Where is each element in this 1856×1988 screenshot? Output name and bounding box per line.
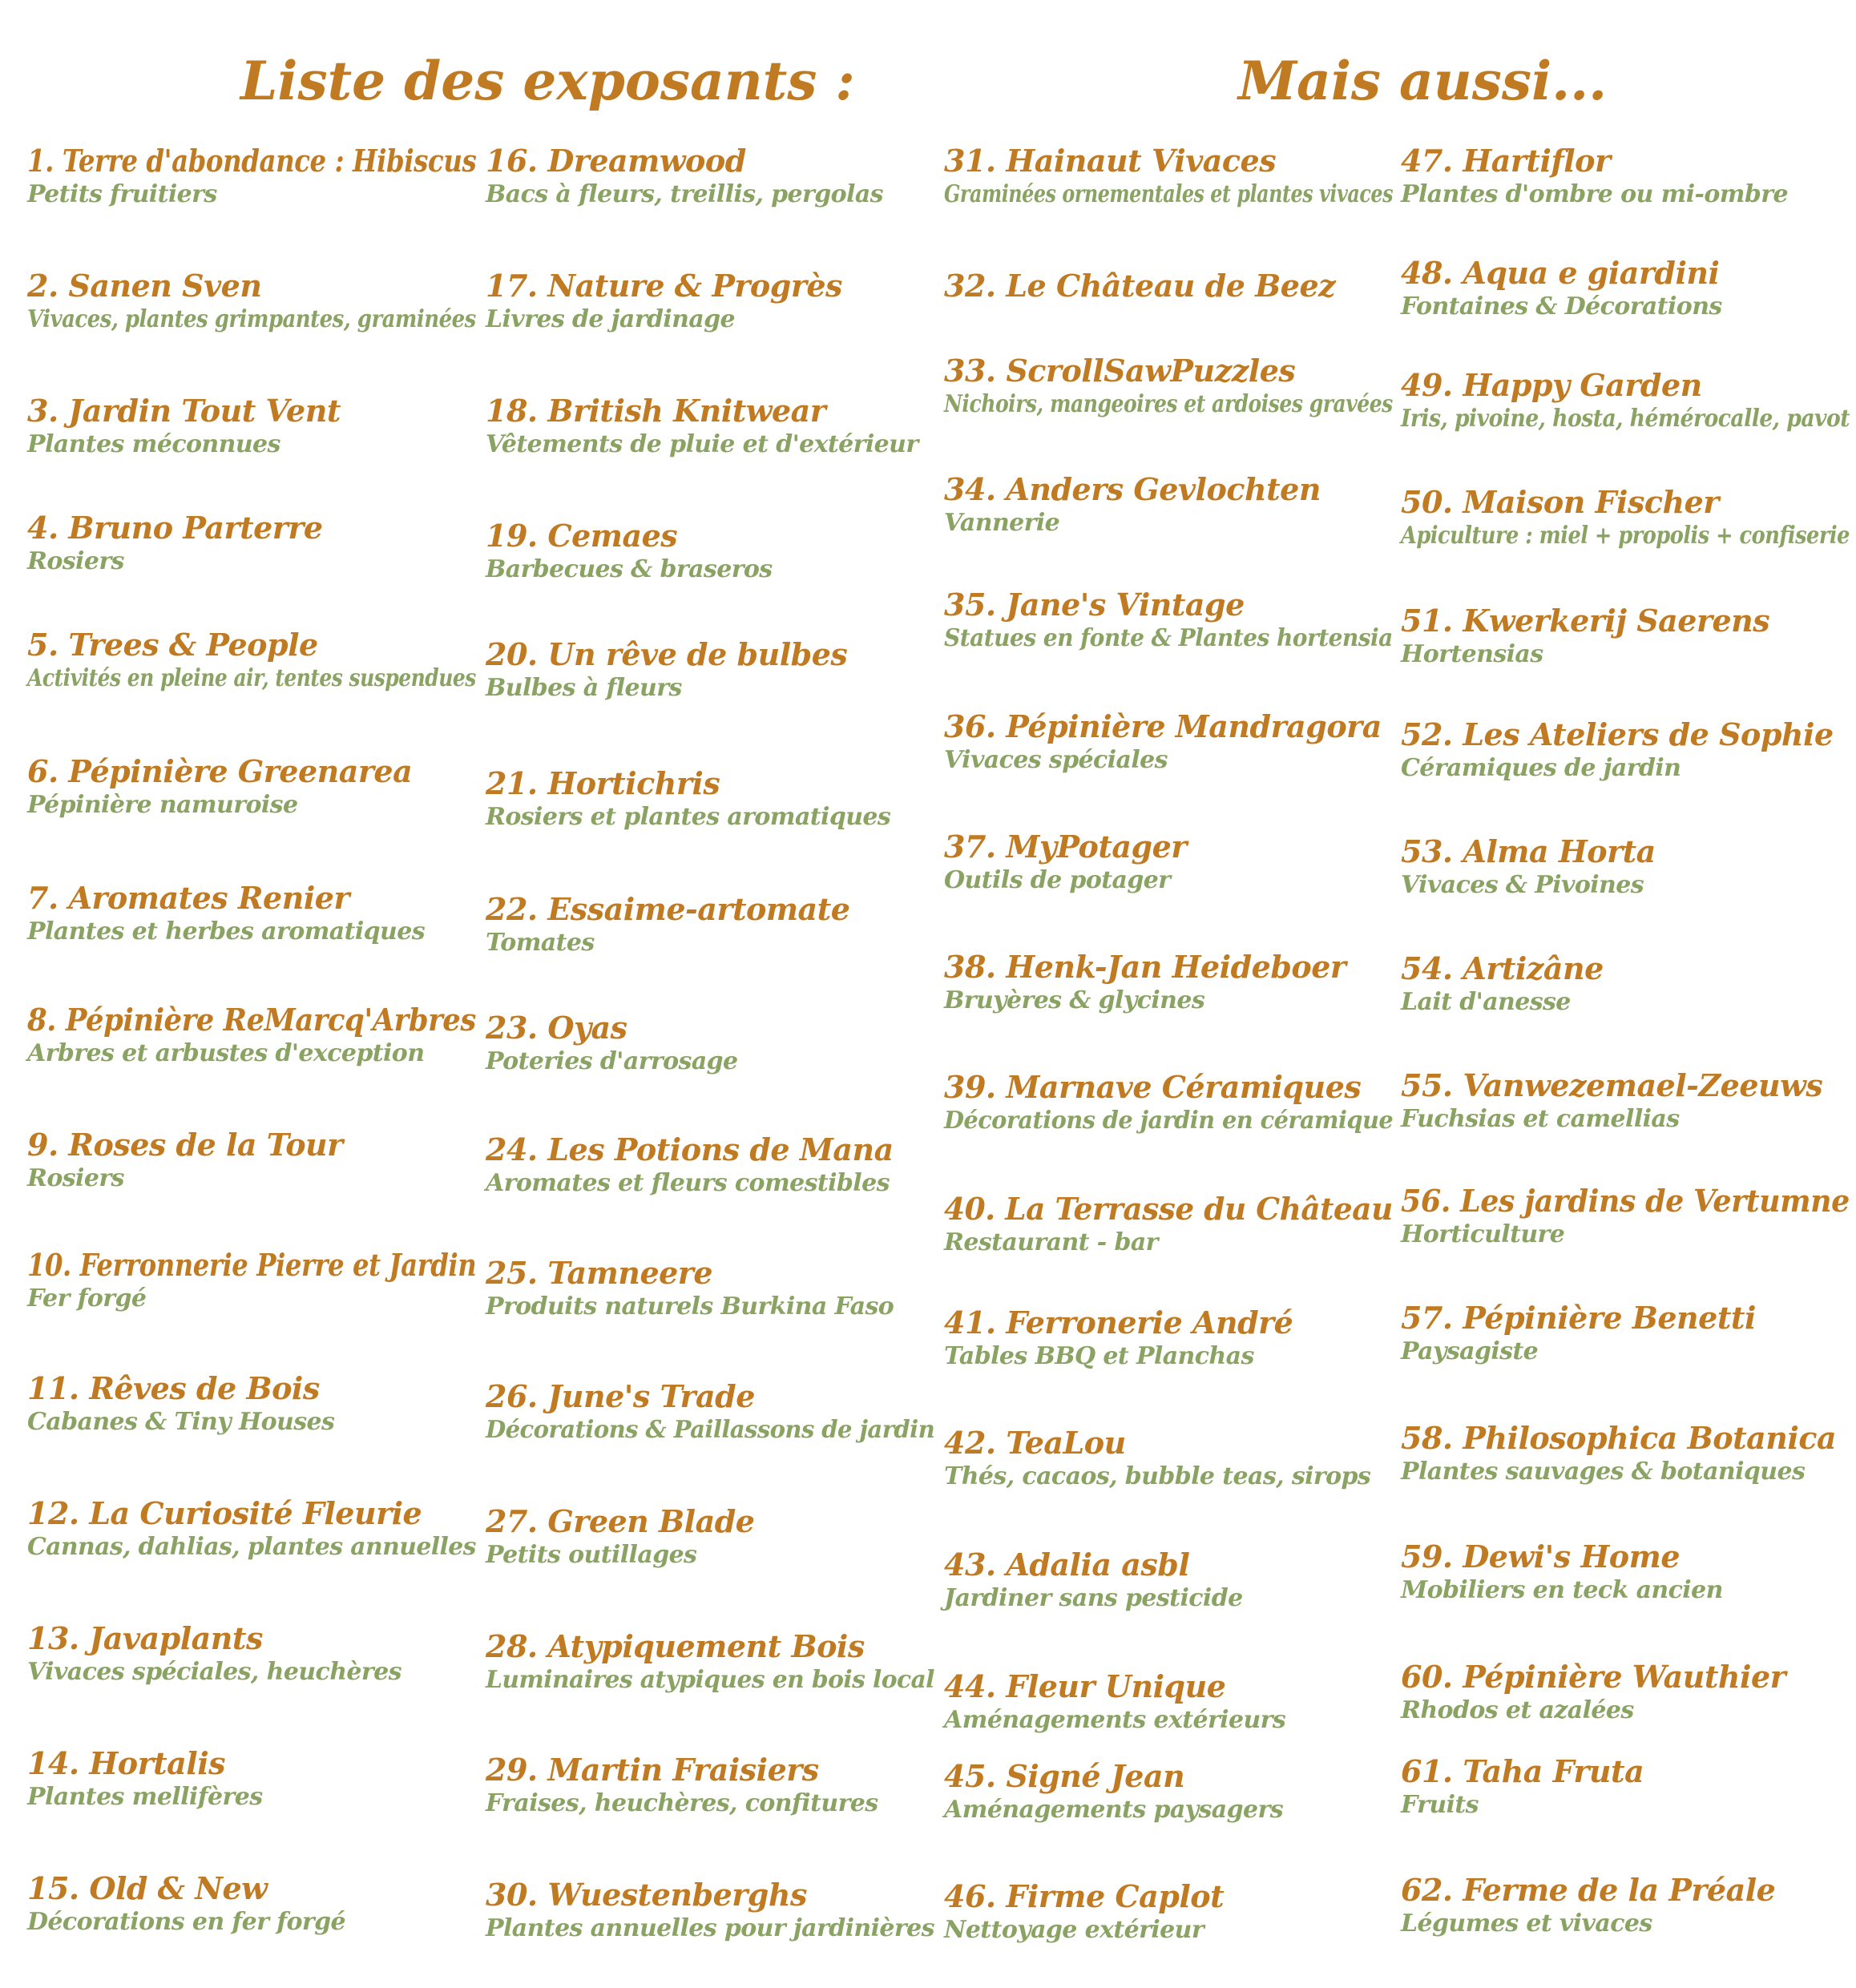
exhibitor-entry [1401, 1872, 1775, 1939]
exhibitor-description: Arbres et arbustes d'exception [27, 1039, 425, 1067]
exhibitor-entry [1401, 1538, 1723, 1606]
exhibitor-description: Poteries d'arrosage [486, 1047, 738, 1075]
exhibitor-entry [27, 1870, 345, 1938]
heading-exhibitors: Liste des exposants : [240, 50, 855, 112]
exhibitor-name: 17. Nature & Progrès [486, 268, 842, 304]
exhibitor-name: 57. Pépinière Benetti [1401, 1300, 1756, 1336]
exhibitor-name: 20. Un rêve de bulbes [486, 636, 848, 672]
exhibitor-description: Plantes et herbes aromatiques [27, 917, 426, 946]
exhibitor-entry [27, 1247, 556, 1314]
exhibitor-description: Iris, pivoine, hosta, hémérocalle, pavot [1401, 405, 1850, 433]
exhibitor-name: 43. Adalia asbl [944, 1546, 1190, 1583]
exhibitor-name: 44. Fleur Unique [944, 1668, 1226, 1704]
exhibitor-entry [1401, 833, 1656, 901]
exhibitor-name: 39. Marnave Céramiques [944, 1069, 1362, 1105]
exhibitor-name: 41. Ferronerie André [944, 1304, 1293, 1341]
exhibitor-name: 19. Cemaes [486, 518, 678, 554]
exhibitor-name: 25. Tamneere [486, 1255, 712, 1291]
exhibitor-entry [944, 1546, 1243, 1614]
exhibitor-name: 15. Old & New [27, 1870, 268, 1906]
exhibitor-entry [27, 393, 341, 460]
exhibitor-name: 12. La Curiosité Fleurie [27, 1495, 422, 1531]
exhibitor-entry [944, 471, 1321, 538]
exhibitor-name: 30. Wuestenberghs [486, 1877, 807, 1913]
exhibitor-name: 60. Pépinière Wauthier [1401, 1659, 1786, 1695]
exhibitor-description: Rosiers et plantes aromatiques [486, 803, 891, 831]
exhibitor-description: Statues en fonte & Plantes hortensia [944, 624, 1393, 652]
exhibitor-name: 49. Happy Garden [1401, 367, 1702, 403]
exhibitor-entry [27, 1745, 262, 1813]
exhibitor-name: 50. Maison Fischer [1401, 484, 1719, 520]
exhibitor-name: 4. Bruno Parterre [27, 510, 323, 546]
exhibitor-entry [1401, 950, 1604, 1018]
exhibitor-description: Décorations en fer forgé [27, 1908, 346, 1936]
exhibitor-name: 38. Henk-Jan Heideboer [944, 949, 1346, 985]
exhibitor-name: 51. Kwerkerij Saerens [1401, 603, 1770, 639]
exhibitor-description: Jardiner sans pesticide [944, 1584, 1243, 1612]
exhibitor-entry [486, 1378, 949, 1446]
exhibitor-description: Produits naturels Burkina Faso [486, 1292, 894, 1321]
exhibitor-description: Bulbes à fleurs [486, 674, 682, 702]
exhibitor-name: 58. Philosophica Botanica [1401, 1420, 1837, 1456]
exhibitor-entry [27, 510, 323, 577]
exhibitor-entry [944, 829, 1187, 896]
exhibitor-name: 21. Hortichris [486, 765, 720, 801]
exhibitor-entry [27, 143, 554, 210]
exhibitor-description: Vivaces spéciales [944, 746, 1168, 774]
exhibitor-name: 48. Aqua e giardini [1401, 255, 1720, 291]
exhibitor-description: Activités en pleine air, tentes suspendues [27, 664, 476, 692]
exhibitor-description: Fuchsias et camellias [1401, 1105, 1680, 1133]
exhibitor-description: Paysagiste [1401, 1337, 1539, 1365]
exhibitor-entry [1401, 143, 1788, 210]
exhibitor-entry [1401, 1753, 1644, 1821]
heading-also: Mais aussi... [1238, 50, 1608, 112]
exhibitor-name: 34. Anders Gevlochten [944, 471, 1321, 507]
exhibitor-name: 35. Jane's Vintage [944, 587, 1245, 623]
exhibitor-description: Graminées ornementales et plantes vivaces [944, 180, 1394, 208]
exhibitor-entry [944, 1425, 1370, 1492]
exhibitor-description: Tomates [486, 929, 595, 957]
exhibitor-description: Apiculture : miel + propolis + confiserie [1401, 522, 1850, 550]
exhibitor-description: Livres de jardinage [486, 305, 736, 333]
exhibitor-entry [1401, 1420, 1836, 1487]
exhibitor-description: Mobiliers en teck ancien [1401, 1576, 1723, 1604]
exhibitor-description: Nichoirs, mangeoires et ardoises gravées [944, 390, 1393, 418]
exhibitor-entry [1401, 1067, 1822, 1135]
exhibitor-entry [486, 636, 847, 704]
exhibitor-name: 9. Roses de la Tour [27, 1127, 343, 1163]
exhibitor-description: Aromates et fleurs comestibles [486, 1169, 890, 1197]
exhibitor-name: 5. Trees & People [27, 627, 318, 663]
exhibitor-entry [1401, 255, 1722, 322]
exhibitor-name: 46. Firme Caplot [944, 1878, 1225, 1914]
exhibitor-entry [1401, 1659, 1785, 1726]
exhibitor-description: Vivaces spéciales, heuchères [27, 1658, 401, 1686]
exhibitor-entry [27, 1620, 401, 1688]
exhibitor-entry [27, 1495, 478, 1563]
exhibitor-entry [486, 1752, 878, 1819]
exhibitor-name: 31. Hainaut Vivaces [944, 143, 1277, 179]
exhibitor-name: 32. Le Château de Beez [944, 268, 1336, 304]
exhibitor-entry [27, 1370, 334, 1438]
exhibitor-name: 7. Aromates Renier [27, 880, 349, 916]
exhibitor-description: Bruyères & glycines [944, 986, 1205, 1014]
exhibitor-name: 61. Taha Fruta [1401, 1753, 1644, 1789]
exhibitor-entry [1401, 603, 1769, 670]
exhibitor-name: 22. Essaime-artomate [486, 891, 850, 927]
exhibitor-name: 40. La Terrasse du Château [944, 1191, 1393, 1227]
exhibitor-entry [944, 268, 1335, 304]
exhibitor-name: 37. MyPotager [944, 829, 1187, 865]
exhibitor-entry [1401, 1300, 1756, 1367]
exhibitor-entry [486, 143, 883, 210]
exhibitor-entry [486, 518, 773, 585]
exhibitor-description: Outils de potager [944, 866, 1171, 894]
exhibitor-description: Petits outillages [486, 1541, 697, 1569]
exhibitor-entry [27, 268, 545, 335]
exhibitor-description: Cabanes & Tiny Houses [27, 1408, 335, 1436]
exhibitor-description: Plantes annuelles pour jardinières [486, 1914, 934, 1942]
exhibitor-description: Plantes sauvages & botaniques [1401, 1458, 1806, 1486]
exhibitor-description: Plantes d'ombre ou mi-ombre [1401, 180, 1788, 208]
exhibitor-description: Aménagements extérieurs [944, 1706, 1286, 1734]
exhibitor-description: Fruits [1401, 1791, 1479, 1819]
exhibitor-name: 16. Dreamwood [486, 143, 746, 179]
exhibitor-entry [944, 1304, 1293, 1372]
exhibitor-entry [1401, 367, 1856, 434]
exhibitor-name: 13. Javaplants [27, 1620, 263, 1656]
exhibitor-description: Luminaires atypiques en bois local [486, 1666, 934, 1694]
exhibitor-description: Vivaces & Pivoines [1401, 871, 1644, 899]
exhibitor-description: Rhodos et azalées [1401, 1696, 1634, 1724]
exhibitor-name: 55. Vanwezemael-Zeeuws [1401, 1067, 1823, 1103]
exhibitor-name: 24. Les Potions de Mana [486, 1131, 894, 1167]
exhibitor-description: Barbecues & braseros [486, 555, 773, 583]
exhibitor-name: 53. Alma Horta [1401, 833, 1656, 869]
exhibitor-name: 54. Artizâne [1401, 950, 1604, 986]
exhibitor-entry [486, 268, 842, 335]
exhibitor-name: 3. Jardin Tout Vent [27, 393, 341, 429]
exhibitor-description: Fraises, heuchères, confitures [486, 1789, 878, 1817]
exhibitor-name: 36. Pépinière Mandragora [944, 708, 1382, 744]
exhibitor-name: 6. Pépinière Greenarea [27, 753, 413, 789]
exhibitor-entry [486, 1131, 894, 1199]
exhibitor-name: 45. Signé Jean [944, 1758, 1185, 1794]
exhibitor-description: Tables BBQ et Planchas [944, 1342, 1254, 1370]
exhibitor-name: 59. Dewi's Home [1401, 1538, 1680, 1575]
exhibitor-name: 62. Ferme de la Préale [1401, 1872, 1776, 1908]
exhibitor-name: 10. Ferronnerie Pierre et Jardin [27, 1247, 477, 1283]
exhibitor-name: 42. TeaLou [944, 1425, 1126, 1461]
exhibitor-entry [486, 393, 918, 460]
exhibitor-description: Nettoyage extérieur [944, 1916, 1204, 1944]
exhibitor-description: Cannas, dahlias, plantes annuelles [27, 1533, 476, 1561]
exhibitor-entry [1401, 1183, 1856, 1250]
exhibitor-description: Décorations de jardin en céramique [944, 1107, 1394, 1135]
exhibitor-description: Plantes mellifères [27, 1783, 263, 1811]
exhibitor-entry [944, 949, 1346, 1016]
exhibitor-name: 56. Les jardins de Vertumne [1401, 1183, 1850, 1219]
exhibitor-description: Vêtements de pluie et d'extérieur [486, 430, 918, 458]
exhibitor-entry [27, 753, 412, 821]
exhibitor-description: Hortensias [1401, 640, 1543, 668]
exhibitor-entry [1401, 484, 1856, 551]
exhibitor-name: 28. Atypiquement Bois [486, 1628, 865, 1664]
exhibitor-name: 11. Rêves de Bois [27, 1370, 320, 1406]
exhibitor-entry [486, 1255, 894, 1322]
exhibitor-description: Horticulture [1401, 1220, 1565, 1248]
exhibitor-description: Petits fruitiers [27, 180, 217, 208]
exhibitor-description: Légumes et vivaces [1401, 1909, 1652, 1938]
exhibitor-entry [486, 1503, 754, 1571]
exhibitor-entry [944, 1758, 1283, 1825]
exhibitor-entry [27, 1002, 509, 1069]
exhibitor-entry [944, 1668, 1285, 1736]
exhibitor-description: Décorations & Paillassons de jardin [486, 1416, 935, 1444]
exhibitor-entry [486, 891, 849, 958]
exhibitor-name: 18. British Knitwear [486, 393, 826, 429]
exhibitor-description: Thés, cacaos, bubble teas, sirops [944, 1462, 1371, 1490]
exhibitor-name: 26. June's Trade [486, 1378, 755, 1414]
exhibitor-description: Pépinière namuroise [27, 791, 298, 819]
exhibitor-entry [1401, 716, 1834, 784]
exhibitor-name: 1. Terre d'abondance : Hibiscus [27, 143, 477, 179]
exhibitor-entry [486, 1010, 738, 1077]
exhibitor-name: 33. ScrollSawPuzzles [944, 353, 1296, 389]
exhibitor-description: Lait d'anesse [1401, 988, 1571, 1016]
exhibitor-description: Bacs à fleurs, treillis, pergolas [486, 180, 883, 208]
exhibitor-description: Rosiers [27, 1164, 124, 1192]
exhibitor-entry [486, 1628, 938, 1696]
exhibitor-name: 47. Hartiflor [1401, 143, 1611, 179]
exhibitor-description: Vivaces, plantes grimpantes, graminées [27, 305, 476, 333]
exhibitor-entry [944, 708, 1382, 776]
exhibitor-entry [27, 880, 425, 947]
exhibitor-entry [27, 1127, 343, 1194]
exhibitor-name: 52. Les Ateliers de Sophie [1401, 716, 1834, 752]
exhibitor-description: Fontaines & Décorations [1401, 292, 1722, 321]
exhibitor-name: 27. Green Blade [486, 1503, 755, 1539]
exhibitor-description: Céramiques de jardin [1401, 754, 1681, 782]
exhibitor-name: 29. Martin Fraisiers [486, 1752, 819, 1788]
exhibitor-name: 2. Sanen Sven [27, 268, 262, 304]
exhibitor-entry [944, 1069, 1411, 1136]
exhibitor-description: Aménagements paysagers [944, 1796, 1283, 1824]
exhibitor-name: 8. Pépinière ReMarcq'Arbres [27, 1002, 476, 1038]
exhibitor-description: Vannerie [944, 509, 1060, 537]
exhibitor-entry [944, 1878, 1224, 1946]
exhibitor-entry [944, 587, 1423, 654]
exhibitor-entry [486, 1877, 934, 1944]
exhibitor-description: Restaurant - bar [944, 1228, 1158, 1256]
exhibitor-entry [944, 1191, 1399, 1258]
exhibitor-name: 23. Oyas [486, 1010, 627, 1046]
exhibitor-name: 14. Hortalis [27, 1745, 226, 1781]
exhibitor-description: Fer forgé [27, 1284, 147, 1313]
exhibitor-description: Rosiers [27, 547, 124, 575]
exhibitor-description: Plantes méconnues [27, 430, 280, 458]
exhibitor-entry [486, 765, 890, 833]
